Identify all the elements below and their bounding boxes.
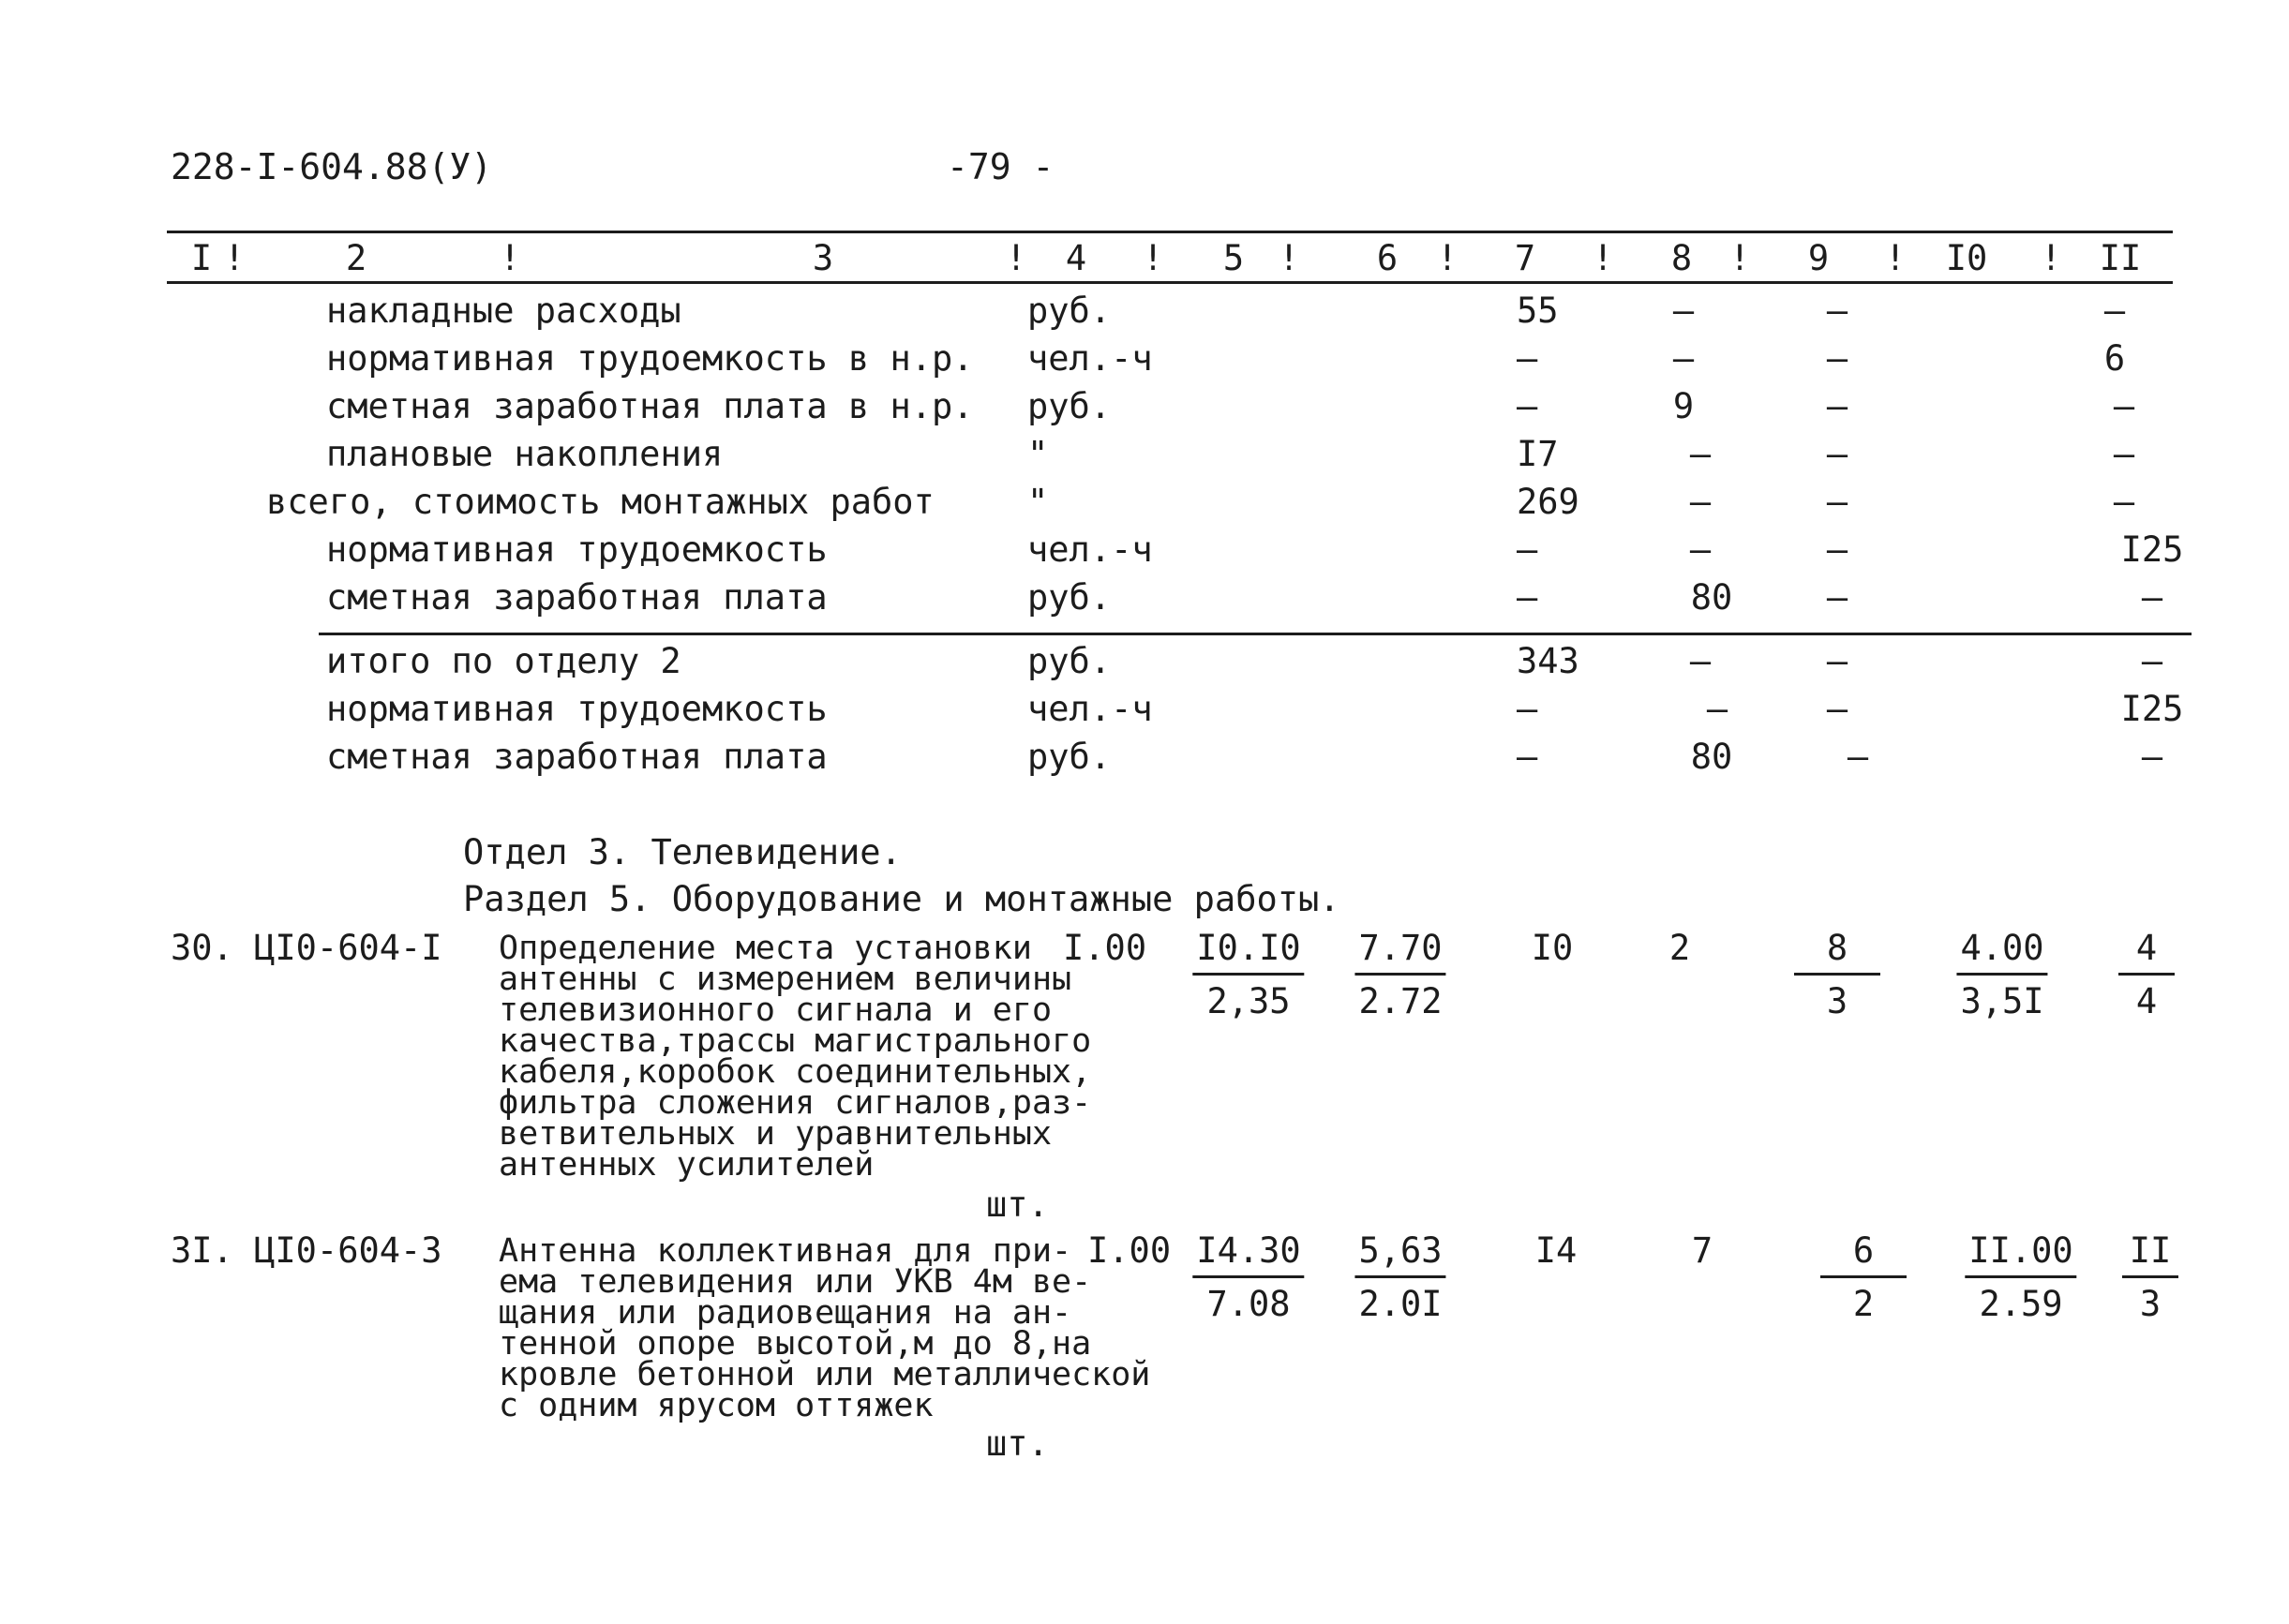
fraction-denominator: 3,5I	[1960, 981, 2044, 1021]
cell-col8: 2	[1668, 928, 1691, 968]
col-header-7: 7	[1514, 238, 1536, 278]
row-label: сметная заработная плата в н.р.	[326, 386, 974, 426]
cell-col11: –	[2103, 291, 2126, 331]
fraction-col10	[1965, 1232, 2076, 1323]
cell-col11: –	[2113, 386, 2135, 426]
col-separator: !	[1005, 238, 1027, 278]
row-label: плановые накопления	[326, 434, 724, 474]
cell-col7: I7	[1517, 434, 1559, 474]
page-number: -79 -	[947, 146, 1055, 187]
cell-col7: –	[1517, 529, 1538, 570]
col-header-5: 5	[1222, 238, 1245, 278]
row-unit: руб.	[1027, 577, 1112, 618]
item-description: Антенна коллективная для при- ема телевидения или УКВ 4м ве- щания или радиовещания на ан- тенной опоре высотой,м до 8,на кровле бетонной или металлической с одним ярусом оттяжек	[499, 1232, 1151, 1424]
cell-col7: –	[1517, 737, 1538, 777]
fraction-col5	[1192, 1232, 1304, 1323]
cell-col8: 80	[1690, 577, 1733, 618]
fraction-col6	[1354, 930, 1445, 1021]
col-header-10: I0	[1945, 238, 1988, 278]
cell-col11: –	[2141, 641, 2163, 681]
row-label: нормативная трудоемкость	[326, 529, 828, 570]
row-unit: руб.	[1027, 737, 1112, 777]
cell-col9: –	[1826, 641, 1848, 681]
row-label: сметная заработная плата	[326, 737, 828, 777]
cell-col8: –	[1689, 529, 1712, 570]
cell-col8: –	[1672, 338, 1695, 379]
fraction-denominator: 2.0I	[1358, 1284, 1443, 1324]
fraction-numerator: II	[2122, 1232, 2178, 1278]
row-label: нормативная трудоемкость	[326, 689, 828, 729]
fraction-col9	[1794, 930, 1880, 1021]
fraction-numerator: 5,63	[1354, 1232, 1445, 1278]
table-top-rule	[167, 231, 2173, 233]
item-description: Определение места установки антенны с измерением величины телевизионного сигнала и его качества,трассы магистрального кабеля,коробок соединительных, фильтра сложения сигналов,раз- ветвительных и уравнительных антенных усилителей	[499, 930, 1092, 1184]
fraction-denominator: 2,35	[1206, 981, 1291, 1021]
col-separator: !	[499, 238, 521, 278]
cell-col11: 6	[2103, 338, 2126, 379]
cell-col7: I0	[1531, 928, 1574, 968]
cell-col7: 343	[1517, 641, 1579, 681]
cell-col7: I4	[1534, 1230, 1578, 1271]
cell-col8: 80	[1690, 737, 1733, 777]
col-separator: !	[1278, 238, 1300, 278]
cell-col7: 269	[1517, 482, 1579, 522]
cell-col9: –	[1826, 338, 1848, 379]
col-separator: !	[1142, 238, 1164, 278]
row-unit: чел.-ч	[1027, 689, 1153, 729]
fraction-col9	[1820, 1232, 1907, 1323]
col-separator: !	[1436, 238, 1459, 278]
col-header-9: 9	[1807, 238, 1830, 278]
cell-col9: –	[1826, 434, 1848, 474]
cell-col9: –	[1847, 737, 1869, 777]
col-header-1: I	[190, 238, 213, 278]
item-quantity: I.00	[1087, 1230, 1172, 1271]
row-unit: руб.	[1027, 291, 1112, 331]
cell-col8: 7	[1691, 1230, 1713, 1271]
fraction-numerator: 8	[1794, 930, 1880, 976]
col-header-4: 4	[1065, 238, 1087, 278]
cell-col7: –	[1517, 338, 1538, 379]
col-header-6: 6	[1376, 238, 1399, 278]
cell-col7: –	[1517, 386, 1538, 426]
row-label: всего, стоимость монтажных работ	[266, 482, 935, 522]
row-label: нормативная трудоемкость в н.р.	[326, 338, 974, 379]
row-unit: "	[1027, 434, 1049, 474]
cell-col9: –	[1826, 291, 1848, 331]
header-bottom-rule	[167, 281, 2173, 284]
col-header-11: II	[2099, 238, 2142, 278]
cell-col11: –	[2141, 577, 2163, 618]
fraction-numerator: 4.00	[1956, 930, 2047, 976]
fraction-col11	[2118, 930, 2175, 1021]
cell-col8: –	[1706, 689, 1728, 729]
cell-col11: –	[2113, 434, 2135, 474]
fraction-col11	[2122, 1232, 2178, 1323]
fraction-denominator: 7.08	[1206, 1284, 1291, 1324]
fraction-col5	[1192, 930, 1304, 1021]
row-label: сметная заработная плата	[326, 577, 828, 618]
cell-col7: –	[1517, 577, 1538, 618]
cell-col8: 9	[1672, 386, 1695, 426]
cell-col7: 55	[1517, 291, 1559, 331]
section-title: Отдел 3. Телевидение.	[463, 832, 902, 872]
fraction-col10	[1956, 930, 2047, 1021]
col-separator: !	[1728, 238, 1751, 278]
fraction-denominator: 2	[1852, 1284, 1875, 1324]
fraction-numerator: I4.30	[1192, 1232, 1304, 1278]
cell-col8: –	[1689, 434, 1712, 474]
fraction-numerator: 6	[1820, 1232, 1907, 1278]
fraction-numerator: I0.I0	[1192, 930, 1304, 976]
col-header-8: 8	[1670, 238, 1693, 278]
fraction-numerator: 7.70	[1354, 930, 1445, 976]
cell-col9: –	[1826, 689, 1848, 729]
fraction-denominator: 2.72	[1358, 981, 1443, 1021]
row-label: накладные расходы	[326, 291, 681, 331]
cell-col9: –	[1826, 577, 1848, 618]
col-header-2: 2	[345, 238, 367, 278]
fraction-denominator: 2.59	[1979, 1284, 2063, 1324]
item-unit: шт.	[986, 1184, 1049, 1225]
row-label: итого по отделу 2	[326, 641, 681, 681]
cell-col9: –	[1826, 386, 1848, 426]
document-code: 228-I-604.88(У)	[171, 146, 493, 187]
cell-col7: –	[1517, 689, 1538, 729]
subtotal-rule	[319, 633, 2192, 635]
fraction-denominator: 4	[2135, 981, 2158, 1021]
col-separator: !	[1884, 238, 1907, 278]
fraction-col6	[1354, 1232, 1445, 1323]
item-number: 30. ЦI0-604-I	[171, 928, 442, 968]
cell-col11: I25	[2120, 529, 2184, 570]
fraction-denominator: 3	[1826, 981, 1848, 1021]
cell-col8: –	[1689, 482, 1712, 522]
subsection-title: Раздел 5. Оборудование и монтажные работы.	[463, 879, 1340, 919]
row-unit: руб.	[1027, 386, 1112, 426]
cell-col11: I25	[2120, 689, 2184, 729]
cell-col11: –	[2141, 737, 2163, 777]
row-unit: чел.-ч	[1027, 338, 1153, 379]
cell-col8: –	[1672, 291, 1695, 331]
col-separator: !	[1592, 238, 1614, 278]
col-header-3: 3	[812, 238, 834, 278]
cell-col11: –	[2113, 482, 2135, 522]
item-number: 3I. ЦI0-604-3	[171, 1230, 442, 1271]
fraction-numerator: 4	[2118, 930, 2175, 976]
fraction-denominator: 3	[2139, 1284, 2162, 1324]
fraction-numerator: II.00	[1965, 1232, 2076, 1278]
item-unit: шт.	[986, 1423, 1049, 1464]
item-quantity: I.00	[1063, 928, 1147, 968]
row-unit: руб.	[1027, 641, 1112, 681]
col-separator: !	[223, 238, 246, 278]
cell-col9: –	[1826, 529, 1848, 570]
row-unit: чел.-ч	[1027, 529, 1153, 570]
col-separator: !	[2040, 238, 2062, 278]
row-unit: "	[1027, 482, 1049, 522]
cell-col9: –	[1826, 482, 1848, 522]
cell-col8: –	[1689, 641, 1712, 681]
